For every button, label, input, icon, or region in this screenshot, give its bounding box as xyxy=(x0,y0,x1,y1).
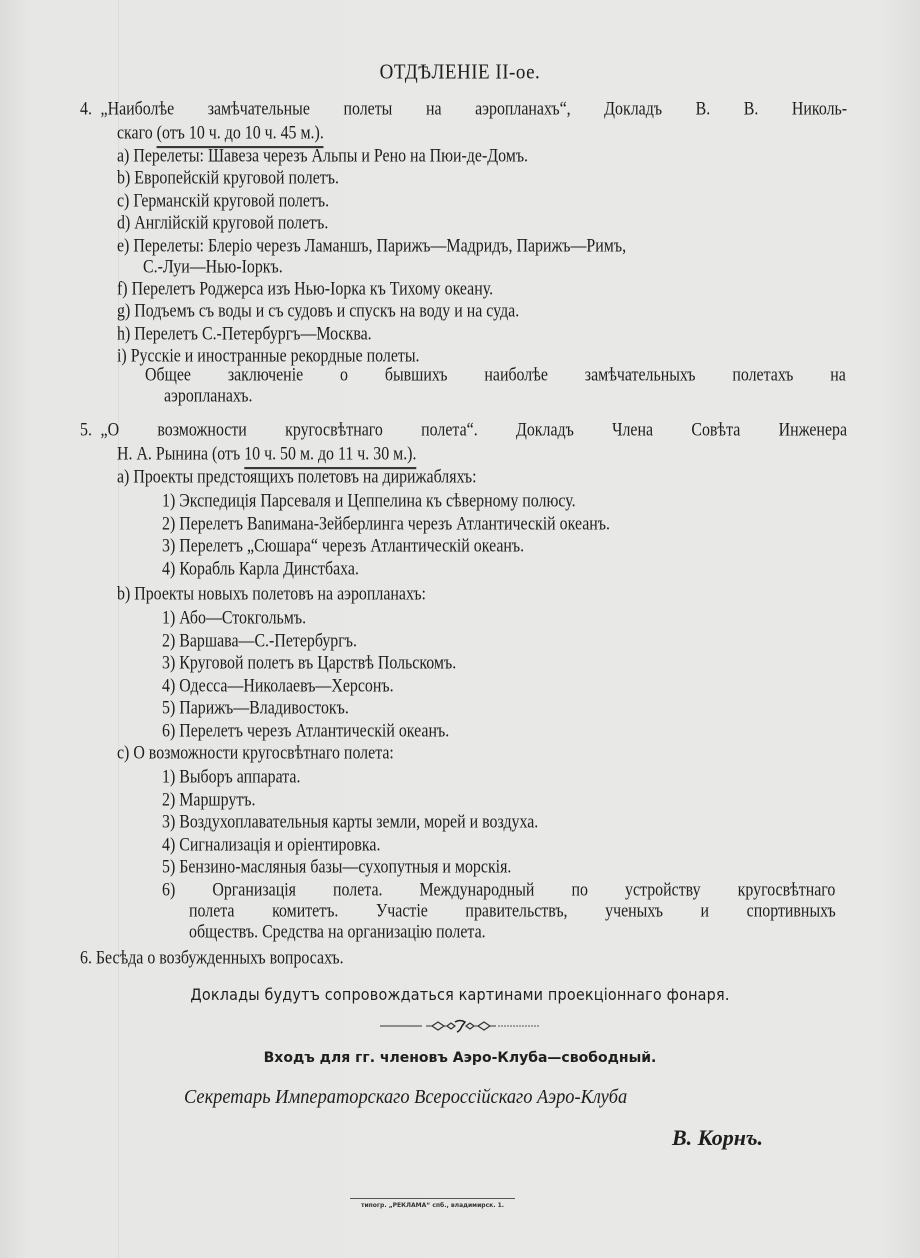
signature: В. Корнъ. xyxy=(672,1125,764,1150)
item-5-time: 10 ч. 50 м. до 11 ч. 30 м.). xyxy=(244,444,416,469)
word: полетахъ xyxy=(732,364,794,386)
item-5-title-parts xyxy=(101,421,848,440)
item-5-group-last-line2 xyxy=(189,902,836,921)
item-4-conclusion-parts xyxy=(145,366,846,385)
word: Общее xyxy=(145,364,191,386)
item-5-group-item: 1) Выборъ аппарата. xyxy=(162,766,301,788)
item-4-subitem: c) Германскій круговой полетъ. xyxy=(117,190,330,212)
word: аэропланахъ“, xyxy=(475,98,571,120)
word: полета xyxy=(189,900,235,922)
printer-rule xyxy=(350,1198,515,1199)
item-5-group-item: 3) Перелетъ „Сюшара“ черезъ Атлантическій океанъ. xyxy=(162,535,525,557)
item-5-group-item: 2) Перелетъ Ваnимана-Зейберлинга черезъ Атлантическій океанъ. xyxy=(162,513,610,535)
item-4-subitem: b) Европейскій круговой полетъ. xyxy=(117,167,339,189)
word: В. xyxy=(743,98,759,120)
item-4-subitem: a) Перелеты: Шавеза черезъ Альпы и Рено на Пюи-де-Домъ. xyxy=(117,145,529,167)
item-5-group-item: 6) Перелетъ черезъ Атлантическій океанъ. xyxy=(162,720,450,742)
word: Докладъ xyxy=(604,98,663,120)
item-4-conclusion-cont: аэропланахъ. xyxy=(164,385,253,407)
item-5-group-item: 4) Одесса—Николаевъ—Херсонъ. xyxy=(162,675,394,697)
word: на xyxy=(425,98,442,120)
word: кругосвѣтнаго xyxy=(285,419,383,441)
item-5-speaker: Н. А. Рынина (отъ xyxy=(117,443,245,465)
word: „Наиболѣе xyxy=(100,98,175,120)
item-5-group-title: a) Проекты предстоящихъ полетовъ на дирижабляхъ: xyxy=(117,466,477,488)
printer-imprint: типогр. „РЕКЛАМА“ спб., владимирск. 1. xyxy=(360,1202,505,1209)
item-5-group-item: 5) Парижъ—Владивостокъ. xyxy=(162,697,349,719)
item-5-group-item: 1) Або—Стокгольмъ. xyxy=(162,607,307,629)
item-5-group-item: 1) Экспедиція Парсеваля и Цеппелина къ сѣверному полюсу. xyxy=(162,490,576,512)
word: правительствъ, xyxy=(465,900,568,922)
item-4-title-line2 xyxy=(117,124,324,143)
word: устройству xyxy=(625,879,701,901)
justified-words xyxy=(162,881,835,900)
word: на xyxy=(830,364,846,386)
word: Совѣта xyxy=(691,419,741,441)
item-5-group-title: b) Проекты новыхъ полетовъ на аэропланахъ: xyxy=(117,583,426,605)
word: полета“. xyxy=(421,419,478,441)
item-4-subitem: h) Перелетъ С.-Петербургъ—Москва. xyxy=(117,323,372,345)
item-6 xyxy=(80,949,344,968)
item-5-group-item: 2) Варшава—С.-Петербургъ. xyxy=(162,630,357,652)
word: Участіе xyxy=(376,900,428,922)
item-5-group-item: 2) Маршрутъ. xyxy=(162,789,256,811)
item-5-number: 5. xyxy=(80,419,92,441)
word: ученыхъ xyxy=(605,900,663,922)
word: „О xyxy=(100,419,120,441)
item-5-title-line1 xyxy=(80,421,847,440)
item-4-subitem: g) Подъемъ съ воды и съ судовъ и спускъ на воду и на суда. xyxy=(117,300,520,322)
word: и xyxy=(700,900,710,922)
item-5-group-item: 3) Воздухоплавательныя карты земли, морей и воздуха. xyxy=(162,811,539,833)
word: кругосвѣтнаго xyxy=(737,879,836,901)
section-heading: ОТДѢЛЕНІЕ II-ое. xyxy=(379,60,541,84)
item-5-group-title: c) О возможности кругосвѣтнаго полета: xyxy=(117,742,394,764)
item-6-text: Бесѣда о возбужденныхъ вопросахъ. xyxy=(95,947,344,969)
lantern-note: Доклады будутъ сопровождаться картинами проекціоннаго фонаря. xyxy=(190,985,730,1004)
word: наиболѣе xyxy=(484,364,548,386)
item-4-time: (отъ 10 ч. до 10 ч. 45 м.). xyxy=(157,123,324,148)
word: Члена xyxy=(612,419,654,441)
item-5-group-item: 5) Бензино-масляныя базы—сухопутныя и морскія. xyxy=(162,856,512,878)
word: Инженера xyxy=(778,419,848,441)
word: спортивныхъ xyxy=(746,900,836,922)
item-6-number: 6. xyxy=(80,947,92,969)
item-5-group-last-line1 xyxy=(162,881,835,900)
word: В. xyxy=(695,98,711,120)
word: по xyxy=(571,879,588,901)
word: Николь- xyxy=(791,98,848,120)
item-4-subitem-cont: С.-Луи—Нью-Іоркъ. xyxy=(143,256,283,278)
word: замѣчательные xyxy=(207,98,310,120)
item-5-title-line2 xyxy=(117,445,416,464)
word: замѣчательныхъ xyxy=(584,364,696,386)
word: 6) xyxy=(162,879,176,901)
item-4-conclusion xyxy=(145,366,846,385)
item-5-group-item: 3) Круговой полетъ въ Царствѣ Польскомъ. xyxy=(162,652,457,674)
item-4-subitem: d) Англійскій круговой полетъ. xyxy=(117,212,329,234)
word: заключеніе xyxy=(227,364,304,386)
word: Международный xyxy=(419,879,535,901)
item-5-group-last-line3: обществъ. Средства на организацію полета. xyxy=(189,921,486,943)
entry-notice: Входъ для гг. членовъ Аэро-Клуба—свободный. xyxy=(263,1050,657,1066)
word: комитетъ. xyxy=(272,900,339,922)
word: бывшихъ xyxy=(384,364,448,386)
word: Докладъ xyxy=(515,419,574,441)
item-4-title-line1 xyxy=(80,100,847,119)
item-4-subitem: i) Русскіе и иностранные рекордные полеты. xyxy=(117,345,420,367)
secretary-title: Секретарь Императорскаго Всероссійскаго Аэро-Клуба xyxy=(184,1086,628,1108)
word: возможности xyxy=(157,419,247,441)
word: Организація xyxy=(212,879,296,901)
item-4-title-parts xyxy=(101,100,848,119)
word: полеты xyxy=(343,98,393,120)
word: о xyxy=(340,364,349,386)
ornament-divider xyxy=(380,1018,540,1034)
justified-words xyxy=(189,902,836,921)
item-4-speaker-suffix: скаго xyxy=(117,122,157,144)
item-4-subitem: f) Перелетъ Роджерса изъ Нью-Іорка къ Тихому океану. xyxy=(117,278,494,300)
item-4-subitem: e) Перелеты: Блеріо черезъ Ламаншъ, Парижъ—Мадридъ, Парижъ—Римъ, xyxy=(117,235,627,257)
item-5-group-item: 4) Сигнализація и оріентировка. xyxy=(162,834,381,856)
item-4-number: 4. xyxy=(80,98,92,120)
word: полета. xyxy=(333,879,383,901)
item-5-group-item: 4) Корабль Карла Динстбаха. xyxy=(162,558,359,580)
